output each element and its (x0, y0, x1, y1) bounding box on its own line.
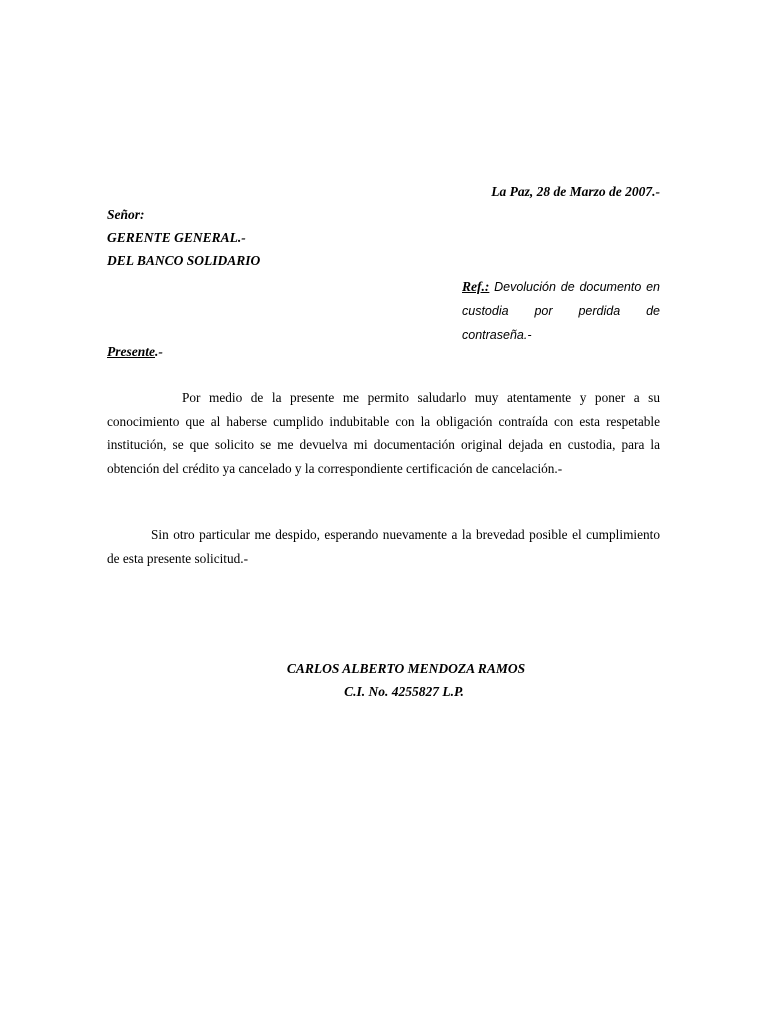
presente-line (107, 344, 163, 360)
reference-block (462, 275, 660, 347)
body-paragraph-2: Sin otro particular me despido, esperando nuevamente a la brevedad posible el cumplimiento de esta presente solicitud.- (107, 527, 660, 566)
reference-text: Devolución de documento en custodia por perdida de contraseña.- (462, 280, 661, 342)
recipient-institution: DEL BANCO SOLIDARIO (107, 253, 261, 268)
reference-label: Ref.: (462, 279, 490, 294)
presente-suffix: .- (155, 344, 163, 359)
date-line: La Paz, 28 de Marzo de 2007.- (491, 184, 660, 199)
presente-word: Presente (107, 344, 155, 359)
signature-name: CARLOS ALBERTO MENDOZA RAMOS (286, 661, 526, 676)
recipient-salutation: Señor: (107, 207, 145, 222)
body-paragraph-1: Por medio de la presente me permito saludarlo muy atentamente y poner a su conocimiento que al haberse cumplido indubitable con la obligación contraída con esta respetable institución, se que solicito se me devuelva mi documentación original dejada en custodia, para la obtención del crédito ya cancelado y la correspondiente certificación de cancelación.- (107, 390, 660, 476)
signature-id: C.I. No. 4255827 L.P. (344, 684, 464, 699)
recipient-title: GERENTE GENERAL.- (107, 230, 246, 245)
